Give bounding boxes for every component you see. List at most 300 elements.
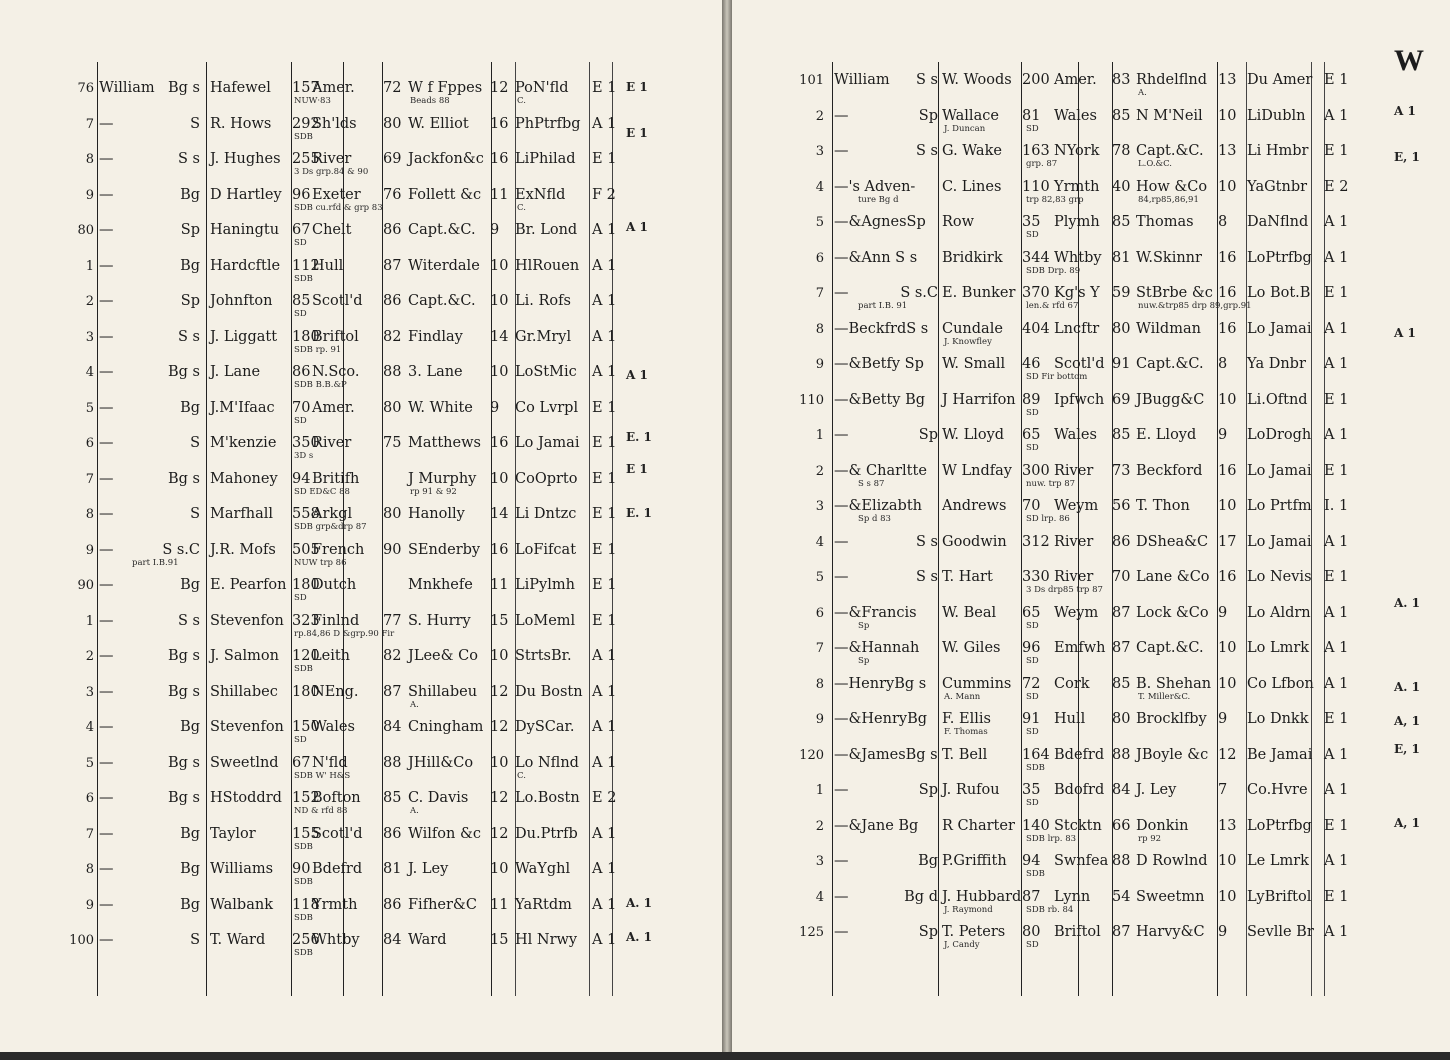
entry-tons: 67	[292, 222, 311, 238]
entry-crew: 11	[490, 577, 509, 593]
entry-cls: A 1	[592, 754, 617, 771]
entry-master-note: J. Duncan	[944, 123, 986, 134]
entry-built-note: SD	[1026, 230, 1039, 240]
entry-voyage: Li.Oftnd	[1247, 391, 1308, 408]
entry-name: —	[99, 364, 114, 380]
entry-built-note: grp. 87	[1026, 159, 1058, 169]
entry-built: Scotl'd	[312, 825, 363, 842]
entry-tons: 180	[292, 683, 320, 700]
entry-name: —	[99, 328, 114, 345]
register-row	[0, 500, 722, 536]
entry-tons: 72	[1022, 675, 1041, 692]
entry-built: Finlnd	[312, 612, 360, 629]
entry-master: W. Small	[942, 356, 1006, 372]
entry-built-note: SDB	[294, 131, 313, 142]
margin-annotation: A. 1	[1394, 680, 1421, 694]
entry-built: Hull	[1054, 711, 1086, 727]
entry-cls: A 1	[1324, 107, 1349, 124]
entry-voyage: LoFifcat	[515, 541, 577, 558]
entry-name: —'s Adven-	[834, 178, 916, 195]
entry-rig: S	[190, 932, 200, 948]
page-edge	[0, 1052, 1450, 1060]
entry-n: 3	[815, 499, 824, 514]
entry-master: W. Lloyd	[942, 427, 1005, 443]
entry-tons: 404	[1022, 320, 1050, 337]
entry-master: J.R. Mofs	[210, 541, 276, 558]
entry-name: —	[99, 151, 114, 167]
entry-cls: A 1	[1324, 746, 1349, 763]
entry-rig: Bg d	[904, 888, 938, 905]
entry-built: Whtby	[312, 932, 360, 948]
entry-crew: 16	[1218, 249, 1237, 266]
entry-master: Sweetlnd	[210, 754, 279, 771]
margin-annotation: E 1	[626, 80, 648, 94]
entry-n: 7	[85, 471, 94, 487]
margin-annotation: E, 1	[1394, 742, 1420, 756]
entry-tons: 312	[1022, 533, 1050, 550]
entry-crew: 12	[490, 683, 509, 700]
entry-voyage: Li Hmbr	[1247, 143, 1309, 159]
entry-built-note: SDB Drp. 89	[1026, 265, 1081, 276]
entry-master: J. Liggatt	[210, 328, 278, 345]
entry-owner-note: A.	[1138, 88, 1147, 98]
entry-name: —	[834, 427, 849, 443]
entry-owner: Rhdelflnd	[1136, 72, 1208, 88]
entry-built: Wales	[1054, 107, 1097, 124]
entry-rig: Bg	[180, 719, 200, 735]
entry-n: 8	[85, 152, 94, 167]
entry-master: R. Hows	[210, 115, 272, 132]
entry-cls: A 1	[592, 222, 617, 238]
entry-owner: D Rowlnd	[1136, 853, 1208, 869]
entry-yr: 86	[383, 825, 402, 842]
entry-tons: 255	[292, 151, 320, 167]
entry-crew: 11	[490, 186, 509, 203]
entry-master: Marfhall	[210, 506, 274, 522]
entry-yr: 87	[383, 257, 402, 274]
entry-yr: 85	[1112, 427, 1131, 443]
entry-master: C. Lines	[942, 178, 1002, 195]
entry-voyage: Br. Lond	[515, 222, 578, 238]
entry-built: Amer.	[1054, 72, 1097, 88]
entry-voyage: Lo Jamai	[515, 435, 580, 451]
entry-crew: 16	[490, 435, 509, 451]
entry-rig: S	[190, 115, 200, 132]
entry-built-note: 3 Ds grp.84 & 90	[294, 167, 369, 177]
entry-name: —	[834, 888, 849, 905]
entry-master: Goodwin	[942, 533, 1007, 550]
entry-crew: 16	[490, 151, 509, 167]
margin-annotation: A 1	[1394, 326, 1416, 340]
entry-cls: A 1	[1324, 604, 1349, 621]
entry-n: 120	[799, 747, 824, 763]
entry-owner: Beckford	[1136, 462, 1203, 479]
entry-built: Bofton	[312, 790, 361, 806]
register-row	[732, 102, 1450, 138]
entry-rig: Bg s	[168, 470, 200, 487]
entry-master: Haningtu	[210, 222, 280, 238]
entry-master: J. Salmon	[210, 648, 279, 664]
entry-rig: Bg s	[168, 364, 200, 380]
entry-owner: W.Skinnr	[1136, 249, 1202, 266]
entry-n: 6	[815, 605, 824, 621]
entry-cls: E 1	[592, 577, 617, 593]
entry-owner: Wilfon &c	[408, 825, 481, 842]
register-row	[0, 749, 722, 785]
entry-yr: 91	[1112, 356, 1131, 372]
entry-owner-note: T. Miller&C.	[1138, 691, 1191, 702]
entry-master: Stevenfon	[210, 719, 284, 735]
entry-voyage: WaYghl	[515, 861, 571, 877]
entry-cls: F 2	[592, 186, 616, 203]
entry-voyage: Lo Bot.B	[1247, 285, 1311, 301]
register-row	[0, 678, 722, 714]
entry-voyage: Du Amer	[1247, 72, 1313, 88]
entry-yr: 90	[383, 541, 402, 558]
entry-voyage: ExNfld	[515, 186, 566, 203]
entry-tons: 344	[1022, 249, 1050, 266]
register-row	[732, 137, 1450, 173]
entry-tons: 558	[292, 506, 320, 522]
entry-master: W. Giles	[942, 640, 1001, 656]
entry-crew: 16	[1218, 569, 1237, 585]
entry-name: —	[99, 719, 114, 735]
entry-master: T. Bell	[942, 746, 988, 763]
entry-yr: 85	[1112, 214, 1131, 230]
entry-rig: Sp	[918, 924, 938, 940]
entry-cls: A 1	[592, 825, 617, 842]
entry-name: —&JamesBg s	[834, 746, 938, 763]
entry-built-note: SDB	[294, 912, 313, 923]
entry-voyage: Lo Prtfm	[1247, 498, 1312, 514]
entry-voyage: LoDrogh	[1247, 427, 1312, 443]
entry-master: T. Hart	[942, 569, 993, 585]
entry-tons: 150	[292, 719, 320, 735]
entry-owner: Capt.&C.	[408, 222, 476, 238]
entry-master: Taylor	[210, 825, 256, 842]
entry-yr: 80	[383, 399, 402, 416]
entry-voyage: Du Bostn	[515, 683, 583, 700]
entry-crew: 10	[490, 648, 509, 664]
entry-name: —&Hannah	[834, 640, 920, 656]
entry-yr: 76	[383, 186, 402, 203]
entry-built: Amer.	[312, 399, 355, 416]
entry-owner: JBugg&C	[1136, 391, 1205, 408]
entry-tons: 67	[292, 754, 311, 771]
entry-tons: 323	[292, 612, 320, 629]
entry-built: Whtby	[1054, 249, 1102, 266]
entry-voyage: HlRouen	[515, 257, 580, 274]
entry-rig: Bg s	[168, 648, 200, 664]
entry-owner: E. Lloyd	[1136, 427, 1197, 443]
entry-name: —	[99, 932, 114, 948]
entry-voyage: DaNflnd	[1247, 214, 1309, 230]
entry-built: Stcktn	[1054, 817, 1102, 834]
entry-built: Weym	[1054, 498, 1099, 514]
register-row	[732, 315, 1450, 351]
entry-owner-note: A.	[410, 806, 419, 816]
entry-tons: 46	[1022, 356, 1041, 372]
margin-annotation: E. 1	[626, 506, 652, 520]
entry-cls: A 1	[1324, 427, 1349, 443]
entry-voyage: Lo Nflnd	[515, 754, 579, 771]
register-row	[0, 713, 722, 749]
entry-cls: A 1	[592, 896, 617, 913]
entry-voyage: Ya Dnbr	[1247, 356, 1306, 372]
register-row	[732, 563, 1450, 599]
entry-built-note: SD	[294, 238, 307, 248]
entry-name: —	[99, 896, 114, 913]
margin-annotation: E. 1	[626, 430, 652, 444]
entry-n: 5	[815, 570, 824, 585]
entry-crew: 15	[490, 932, 509, 948]
entry-rig: S s	[178, 328, 200, 345]
entry-n: 8	[815, 321, 824, 337]
entry-built-note: nuw. trp 87	[1026, 478, 1076, 489]
entry-owner: Findlay	[408, 328, 463, 345]
entry-voyage: LyBriftol	[1247, 888, 1312, 905]
entry-built: N'fld	[312, 754, 348, 771]
entry-rig: S s	[916, 72, 938, 88]
register-row	[0, 855, 722, 891]
entry-owner: Fifher&C	[408, 896, 477, 913]
margin-annotation: E, 1	[1394, 150, 1420, 164]
entry-name: —	[834, 285, 849, 301]
entry-rig: Bg	[918, 853, 938, 869]
entry-built-note: NUW·83	[294, 96, 331, 106]
entry-yr: 56	[1112, 498, 1131, 514]
entry-yr: 84	[383, 719, 402, 735]
entry-cls: A 1	[592, 683, 617, 700]
entry-master: Cundale	[942, 320, 1003, 337]
entry-owner: C. Davis	[408, 790, 469, 806]
entry-name: —	[99, 577, 114, 593]
entry-cls: E 1	[1324, 143, 1349, 159]
entry-cls: E 1	[1324, 711, 1349, 727]
entry-tons: 35	[1022, 214, 1041, 230]
entry-name: —&Betty Bg	[834, 391, 926, 408]
entry-built-note: SDB	[294, 948, 313, 958]
entry-cls: A 1	[1324, 214, 1349, 230]
entry-crew: 11	[490, 896, 509, 913]
entry-master: Hafewel	[210, 80, 271, 96]
entry-voyage: Be Jamai	[1247, 746, 1313, 763]
entry-voyage: LiPhilad	[515, 151, 576, 167]
entry-n: 7	[815, 641, 824, 656]
entry-name: —	[99, 825, 114, 842]
entry-master: P.Griffith	[942, 853, 1007, 869]
entry-name: —	[99, 790, 114, 806]
entry-name: —&Ann S s	[834, 249, 918, 266]
entry-built: Lncftr	[1054, 320, 1100, 337]
entry-yr: 84	[383, 932, 402, 948]
entry-built: NEng.	[312, 683, 359, 700]
register-row	[0, 820, 722, 856]
margin-annotation: A 1	[626, 368, 648, 382]
entry-yr: 81	[383, 861, 402, 877]
entry-built: Scotl'd	[1054, 356, 1105, 372]
entry-crew: 13	[1218, 817, 1237, 834]
register-row	[732, 421, 1450, 457]
entry-built: Briftol	[312, 328, 359, 345]
entry-n: 9	[85, 542, 94, 558]
entry-built: River	[312, 435, 352, 451]
entry-voyage: Co Lfbon	[1247, 675, 1314, 692]
entry-owner: Matthews	[408, 435, 481, 451]
register-row	[0, 358, 722, 394]
register-row	[0, 145, 722, 181]
entry-crew: 15	[490, 612, 509, 629]
register-row	[0, 216, 722, 252]
entry-name: —	[99, 683, 114, 700]
entry-crew: 10	[1218, 888, 1237, 905]
entry-master-note: J. Knowfley	[944, 336, 992, 347]
entry-yr: 87	[383, 683, 402, 700]
entry-built: Wales	[1054, 427, 1097, 443]
entry-owner: Follett &c	[408, 186, 482, 203]
entry-name: William	[99, 80, 155, 96]
entry-built: Scotl'd	[312, 293, 363, 309]
margin-annotation: A, 1	[1394, 714, 1421, 728]
register-row	[0, 252, 722, 288]
entry-voyage: Gr.Mryl	[515, 328, 572, 345]
entry-cls: E 1	[592, 151, 617, 167]
entry-yr: 88	[383, 754, 402, 771]
entry-name: —	[834, 782, 849, 798]
entry-built-note: len.& rfd 67	[1026, 301, 1079, 311]
entry-name: —	[834, 853, 849, 869]
entry-owner: Thomas	[1136, 214, 1194, 230]
register-row	[732, 457, 1450, 493]
entry-master: W. Beal	[942, 604, 997, 621]
entry-built-note: SD lrp. 86	[1026, 514, 1070, 524]
entry-cls: A 1	[592, 115, 617, 132]
entry-name: —	[99, 115, 114, 132]
entry-master: J Harrifon	[942, 391, 1016, 408]
entry-built: Chelt	[312, 222, 352, 238]
entry-owner-note: nuw.&trp85 drp 89,grp.91	[1138, 301, 1252, 311]
entry-n: 7	[85, 116, 94, 132]
entry-name: —	[834, 533, 849, 550]
entry-built-note: SDB grp&drp 87	[294, 522, 367, 532]
register-row	[732, 741, 1450, 777]
entry-crew: 16	[490, 541, 509, 558]
entry-built-note: ND & rfd 88	[294, 806, 348, 816]
register-row	[732, 386, 1450, 422]
entry-n: 8	[85, 507, 94, 522]
entry-master: Hardcftle	[210, 257, 281, 274]
entry-rig: Bg	[180, 577, 200, 593]
entry-n: 2	[815, 818, 824, 834]
entry-tons: 164	[1022, 746, 1050, 763]
entry-cls: A 1	[1324, 356, 1349, 372]
entry-built-note: SD	[294, 415, 307, 426]
entry-n: 8	[85, 862, 94, 877]
entry-master: Andrews	[942, 498, 1007, 514]
entry-owner: Witerdale	[408, 257, 480, 274]
entry-name: —	[99, 435, 114, 451]
entry-built: Bdofrd	[1054, 782, 1105, 798]
entry-crew: 14	[490, 506, 509, 522]
entry-tons: 370	[1022, 285, 1050, 301]
entry-voyage: Lo Nevis	[1247, 569, 1312, 585]
entry-owner: Shillabeu	[408, 683, 478, 700]
entry-yr: 87	[1112, 640, 1131, 656]
entry-name: —	[99, 754, 114, 771]
entry-built-note: SD ED&C 88	[294, 486, 350, 497]
register-row	[732, 634, 1450, 670]
entry-built-note: SD	[1026, 123, 1039, 134]
entry-voyage: Hl Nrwy	[515, 932, 578, 948]
entry-cls: A 1	[1324, 675, 1349, 692]
register-row	[732, 279, 1450, 315]
entry-n: 9	[815, 712, 824, 727]
entry-owner: StBrbe &c	[1136, 285, 1213, 301]
entry-rig: Bg	[180, 399, 200, 416]
entry-owner: Harvy&C	[1136, 924, 1205, 940]
entry-cls: E 1	[1324, 285, 1349, 301]
entry-tons: 300	[1022, 462, 1050, 479]
entry-tons: 96	[292, 186, 311, 203]
register-row	[732, 208, 1450, 244]
entry-cls: A 1	[592, 648, 617, 664]
entry-n: 9	[815, 357, 824, 372]
entry-cls: A 1	[592, 257, 617, 274]
entry-master: J. Lane	[210, 364, 261, 380]
entry-built-note: SD Fir bottom	[1026, 372, 1088, 382]
entry-cls: E 1	[1324, 462, 1349, 479]
entry-n: 4	[815, 889, 824, 905]
entry-n: 80	[77, 223, 94, 238]
entry-built-note: SDB	[294, 877, 313, 887]
register-row	[732, 812, 1450, 848]
entry-owner: B. Shehan	[1136, 675, 1212, 692]
entry-voyage: YaGtnbr	[1247, 178, 1308, 195]
register-row	[732, 918, 1450, 954]
entry-rig: S s	[916, 533, 938, 550]
entry-tons: 85	[292, 293, 311, 309]
entry-n: 90	[77, 578, 94, 593]
entry-master: Row	[942, 214, 975, 230]
entry-n: 1	[815, 783, 824, 798]
entry-master: Williams	[210, 861, 274, 877]
entry-voyage-note: C.	[517, 202, 526, 213]
entry-rig: Bg	[180, 186, 200, 203]
entry-built: Arkgl	[312, 506, 353, 522]
entry-tons: 350	[292, 435, 320, 451]
entry-yr: 73	[1112, 462, 1131, 479]
entry-master: J. Hughes	[210, 151, 281, 167]
entry-voyage: Li. Rofs	[515, 293, 571, 309]
entry-owner: 3. Lane	[408, 364, 463, 380]
entry-crew: 14	[490, 328, 509, 345]
entry-cls: E 1	[1324, 391, 1349, 408]
entry-built: Lynn	[1054, 888, 1091, 905]
right-page	[732, 0, 1450, 1052]
entry-rig: Sp	[918, 782, 938, 798]
entry-tons: 120	[292, 648, 320, 664]
register-row	[732, 173, 1450, 209]
entry-built-note: SD	[294, 735, 307, 745]
entry-voyage: PhPtrfbg	[515, 115, 581, 132]
entry-owner: Capt.&C.	[1136, 640, 1204, 656]
entry-tons: 70	[1022, 498, 1041, 514]
entry-owner: Donkin	[1136, 817, 1189, 834]
entry-name: —	[99, 648, 114, 664]
entry-tons: 94	[292, 470, 311, 487]
entry-crew: 12	[1218, 746, 1237, 763]
entry-yr: 75	[383, 435, 402, 451]
